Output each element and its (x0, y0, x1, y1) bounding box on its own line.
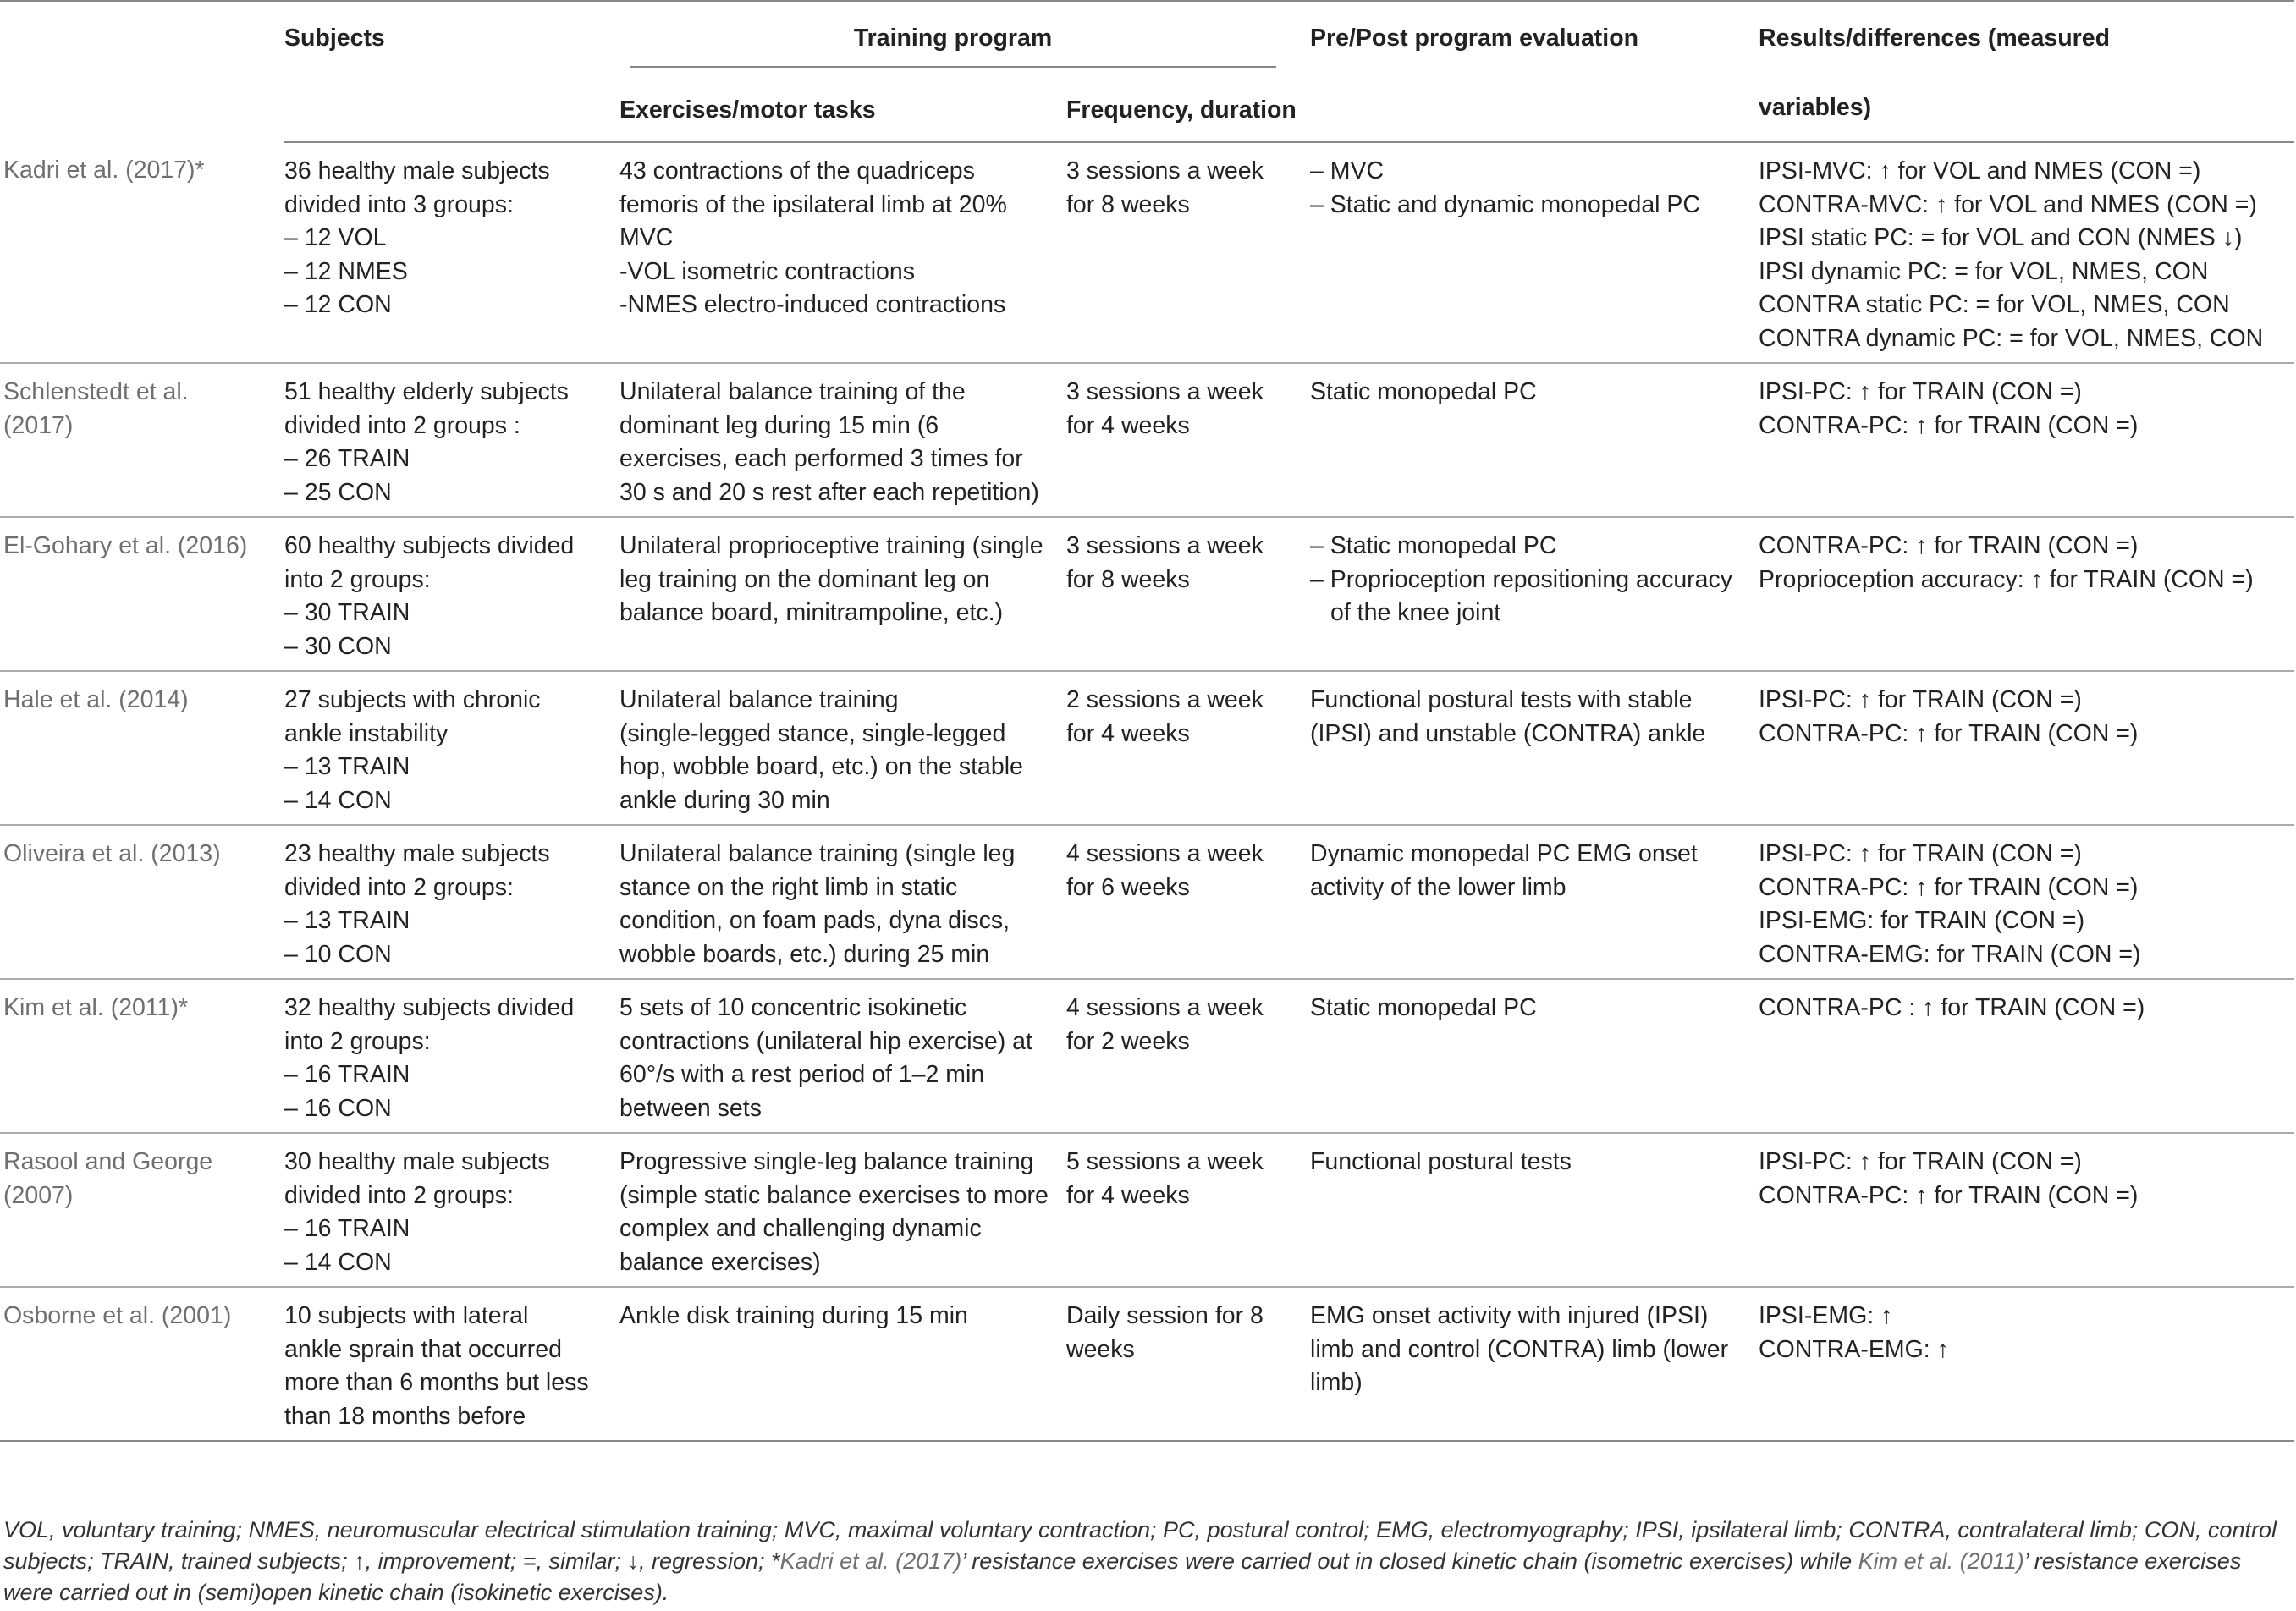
subjects-line: more than 6 months but less (284, 1369, 589, 1396)
subjects-line: divided into 2 groups: (284, 873, 514, 901)
header-results-line1: Results/differences (measured (1759, 25, 2110, 52)
evaluation-cell (1310, 979, 1759, 1133)
exercises-line: Unilateral balance training (619, 686, 899, 713)
evaluation-line: – Proprioception repositioning accuracy (1310, 565, 1733, 593)
evaluation-cell (1310, 1287, 1759, 1441)
header-results-line2: variables) (1759, 93, 1872, 121)
frequency-line: weeks (1066, 1335, 1135, 1363)
footnote-text-middle: ’ resistance exercises were carried out in closed kinetic chain (isometric exercises) while (961, 1548, 1858, 1574)
evaluation-cell (1310, 363, 1759, 517)
exercises-line: -NMES electro-induced contractions (619, 291, 1006, 318)
subjects-line: divided into 2 groups: (284, 1181, 514, 1209)
results-line: IPSI-PC: ↑ for TRAIN (CON =) (1759, 378, 2082, 405)
frequency-line: for 4 weeks (1066, 411, 1190, 439)
table-row (0, 979, 2294, 1133)
results-line: IPSI dynamic PC: = for VOL, NMES, CON (1759, 257, 2209, 285)
exercises-line: wobble boards, etc.) during 25 min (619, 940, 990, 968)
frequency-cell (1066, 142, 1310, 363)
footnote-ref-kim[interactable]: Kim et al. (2011) (1858, 1548, 2024, 1574)
subjects-line: 51 healthy elderly subjects (284, 378, 569, 405)
header-frequency: Frequency, duration (1066, 94, 1310, 142)
subjects-line: into 2 groups: (284, 565, 431, 593)
exercises-line: 30 s and 20 s rest after each repetition) (619, 478, 1039, 506)
exercises-line: (single-legged stance, single-legged (619, 719, 1006, 747)
results-line: CONTRA-PC: ↑ for TRAIN (CON =) (1759, 411, 2139, 439)
subjects-line: divided into 3 groups: (284, 190, 514, 218)
frequency-line: for 4 weeks (1066, 719, 1190, 747)
exercises-line: exercises, each performed 3 times for (619, 445, 1023, 472)
study-line: El-Gohary et al. (2016) (3, 532, 248, 559)
evaluation-line: – Static monopedal PC (1310, 532, 1557, 559)
results-cell (1759, 1287, 2294, 1441)
study-line: (2017) (3, 411, 74, 439)
frequency-line: 3 sessions a week (1066, 532, 1264, 559)
evaluation-line: Static monopedal PC (1310, 994, 1537, 1021)
results-line: CONTRA-PC: ↑ for TRAIN (CON =) (1759, 873, 2139, 901)
header-training-program (619, 1, 1310, 94)
evaluation-cell (1310, 142, 1759, 363)
subjects-line: – 12 VOL (284, 224, 387, 251)
evaluation-line: – MVC (1310, 157, 1385, 184)
subjects-line: – 12 CON (284, 291, 392, 318)
frequency-cell (1066, 825, 1310, 979)
header-subjects: Subjects (284, 1, 619, 142)
evaluation-line: limb) (1310, 1369, 1363, 1396)
header-results (1759, 1, 2294, 142)
subjects-line: divided into 2 groups : (284, 411, 520, 439)
results-line: CONTRA-PC: ↑ for TRAIN (CON =) (1759, 532, 2139, 559)
exercises-line: -VOL isometric contractions (619, 257, 915, 285)
table-row (0, 671, 2294, 825)
exercises-line: 5 sets of 10 concentric isokinetic (619, 994, 967, 1021)
study-line: Rasool and George (3, 1148, 213, 1175)
exercises-cell (619, 142, 1066, 363)
subjects-line: – 13 TRAIN (284, 753, 410, 780)
evaluation-line: activity of the lower limb (1310, 873, 1566, 901)
results-cell (1759, 142, 2294, 363)
results-line: CONTRA-EMG: for TRAIN (CON =) (1759, 940, 2141, 968)
results-cell (1759, 517, 2294, 671)
study-cell[interactable] (0, 825, 284, 979)
exercises-line: 43 contractions of the quadriceps (619, 157, 975, 184)
exercises-line: balance exercises) (619, 1248, 821, 1276)
evaluation-cell (1310, 517, 1759, 671)
exercises-cell (619, 517, 1066, 671)
subjects-cell (284, 979, 619, 1133)
subjects-line: – 13 TRAIN (284, 907, 410, 934)
exercises-line: stance on the right limb in static (619, 873, 958, 901)
frequency-cell (1066, 979, 1310, 1133)
header-training-program-label: Training program (630, 22, 1276, 68)
exercises-line: between sets (619, 1094, 762, 1122)
table-row (0, 363, 2294, 517)
subjects-line: 36 healthy male subjects (284, 157, 550, 184)
results-line: Proprioception accuracy: ↑ for TRAIN (CON =) (1759, 565, 2254, 593)
frequency-line: for 6 weeks (1066, 873, 1190, 901)
subjects-line: 27 subjects with chronic (284, 686, 541, 713)
study-cell[interactable] (0, 671, 284, 825)
subjects-line: 30 healthy male subjects (284, 1148, 550, 1175)
exercises-line: femoris of the ipsilateral limb at 20% (619, 190, 1007, 218)
exercises-line: Ankle disk training during 15 min (619, 1302, 968, 1329)
subjects-line: – 26 TRAIN (284, 445, 410, 472)
exercises-line: Progressive single-leg balance training (619, 1148, 1034, 1175)
subjects-line: – 10 CON (284, 940, 392, 968)
exercises-line: leg training on the dominant leg on (619, 565, 990, 593)
subjects-line: 60 healthy subjects divided (284, 532, 575, 559)
exercises-line: Unilateral balance training (single leg (619, 840, 1016, 867)
frequency-cell (1066, 671, 1310, 825)
study-line: Oliveira et al. (2013) (3, 840, 221, 867)
exercises-line: hop, wobble board, etc.) on the stable (619, 753, 1023, 780)
exercises-line: condition, on foam pads, dyna discs, (619, 907, 1010, 934)
results-line: CONTRA-PC: ↑ for TRAIN (CON =) (1759, 719, 2139, 747)
exercises-line: balance board, minitrampoline, etc.) (619, 599, 1004, 626)
evaluation-line: EMG onset activity with injured (IPSI) (1310, 1302, 1709, 1329)
exercises-line: complex and challenging dynamic (619, 1215, 982, 1242)
frequency-cell (1066, 517, 1310, 671)
footnote-ref-kadri[interactable]: Kadri et al. (2017) (779, 1548, 962, 1574)
subjects-line: 32 healthy subjects divided (284, 994, 575, 1021)
table-row (0, 142, 2294, 363)
frequency-line: 2 sessions a week (1066, 686, 1264, 713)
results-line: IPSI-PC: ↑ for TRAIN (CON =) (1759, 686, 2082, 713)
exercises-cell (619, 1287, 1066, 1441)
footnote-text-before: VOL, voluntary training; NMES, neuromuscular electrical stimulation training; MVC, maximal voluntary contraction; PC, postural control; EMG, electromyography; IPSI, ipsilateral limb; CONTRA, contralateral limb; CON, control subjects; TRAIN, trained subjects; ↑, improvement; =, similar; ↓, regression; * (3, 1517, 2277, 1574)
results-line: CONTRA-MVC: ↑ for VOL and NMES (CON =) (1759, 190, 2257, 218)
subjects-line: – 16 CON (284, 1094, 392, 1122)
table-row (0, 1133, 2294, 1287)
frequency-line: 3 sessions a week (1066, 157, 1264, 184)
subjects-line: ankle sprain that occurred (284, 1335, 562, 1363)
study-line: Kim et al. (2011)* (3, 994, 189, 1021)
frequency-cell (1066, 1287, 1310, 1441)
study-line: Kadri et al. (2017)* (3, 157, 205, 184)
evaluation-line: Functional postural tests with stable (1310, 686, 1693, 713)
study-line: Osborne et al. (2001) (3, 1302, 232, 1329)
subjects-line: – 14 CON (284, 786, 392, 814)
header-row-1 (0, 1, 2294, 94)
results-cell (1759, 363, 2294, 517)
table-body (0, 142, 2294, 1441)
evaluation-line: of the knee joint (1330, 599, 1501, 626)
frequency-line: 4 sessions a week (1066, 994, 1264, 1021)
subjects-line: ankle instability (284, 719, 449, 747)
subjects-cell (284, 517, 619, 671)
frequency-line: for 2 weeks (1066, 1027, 1190, 1055)
evaluation-line: (IPSI) and unstable (CONTRA) ankle (1310, 719, 1706, 747)
subjects-cell (284, 142, 619, 363)
results-line: IPSI-PC: ↑ for TRAIN (CON =) (1759, 840, 2082, 867)
evaluation-line: limb and control (CONTRA) limb (lower (1310, 1335, 1729, 1363)
results-line: IPSI-PC: ↑ for TRAIN (CON =) (1759, 1148, 2082, 1175)
exercises-line: contractions (unilateral hip exercise) at (619, 1027, 1032, 1055)
study-cell[interactable] (0, 517, 284, 671)
exercises-line: (simple static balance exercises to more (619, 1181, 1049, 1209)
evaluation-line: Static monopedal PC (1310, 378, 1537, 405)
subjects-cell (284, 1133, 619, 1287)
header-evaluation: Pre/Post program evaluation (1310, 1, 1759, 142)
study-cell[interactable] (0, 979, 284, 1133)
exercises-cell (619, 363, 1066, 517)
subjects-cell (284, 1287, 619, 1441)
subjects-line: – 16 TRAIN (284, 1215, 410, 1242)
subjects-line: – 30 CON (284, 632, 392, 660)
subjects-cell (284, 671, 619, 825)
results-cell (1759, 671, 2294, 825)
evaluation-line: Functional postural tests (1310, 1148, 1572, 1175)
study-cell[interactable] (0, 363, 284, 517)
exercises-line: 60°/s with a rest period of 1–2 min (619, 1061, 985, 1088)
evaluation-line: Dynamic monopedal PC EMG onset (1310, 840, 1698, 867)
subjects-line: – 16 TRAIN (284, 1061, 410, 1088)
results-line: IPSI static PC: = for VOL and CON (NMES ↓) (1759, 224, 2243, 251)
subjects-line: than 18 months before (284, 1402, 526, 1430)
frequency-line: 3 sessions a week (1066, 378, 1264, 405)
results-cell (1759, 979, 2294, 1133)
evaluation-line: – Static and dynamic monopedal PC (1310, 190, 1701, 218)
subjects-line: 23 healthy male subjects (284, 840, 550, 867)
subjects-cell (284, 825, 619, 979)
results-line: IPSI-MVC: ↑ for VOL and NMES (CON =) (1759, 157, 2201, 184)
exercises-line: dominant leg during 15 min (6 (619, 411, 939, 439)
evaluation-cell (1310, 825, 1759, 979)
study-cell[interactable] (0, 142, 284, 363)
table-footnote (3, 1515, 2288, 1608)
frequency-cell (1066, 1133, 1310, 1287)
results-cell (1759, 825, 2294, 979)
table-row (0, 1287, 2294, 1441)
exercises-line: Unilateral proprioceptive training (single (619, 532, 1043, 559)
exercises-line: MVC (619, 224, 674, 251)
exercises-line: Unilateral balance training of the (619, 378, 966, 405)
study-line: (2007) (3, 1181, 74, 1209)
frequency-cell (1066, 363, 1310, 517)
subjects-cell (284, 363, 619, 517)
frequency-line: Daily session for 8 (1066, 1302, 1264, 1329)
table-row (0, 517, 2294, 671)
results-line: CONTRA dynamic PC: = for VOL, NMES, CON (1759, 324, 2264, 352)
study-cell[interactable] (0, 1133, 284, 1287)
results-cell (1759, 1133, 2294, 1287)
study-line: Schlenstedt et al. (3, 378, 189, 405)
table-row (0, 825, 2294, 979)
results-line: CONTRA-PC: ↑ for TRAIN (CON =) (1759, 1181, 2139, 1209)
frequency-line: for 8 weeks (1066, 190, 1190, 218)
subjects-line: 10 subjects with lateral (284, 1302, 529, 1329)
results-line: IPSI-EMG: ↑ (1759, 1302, 1893, 1329)
subjects-line: – 12 NMES (284, 257, 408, 285)
subjects-line: – 25 CON (284, 478, 392, 506)
study-cell[interactable] (0, 1287, 284, 1441)
exercises-cell (619, 825, 1066, 979)
header-exercises: Exercises/motor tasks (619, 94, 1066, 142)
exercises-cell (619, 979, 1066, 1133)
results-line: CONTRA static PC: = for VOL, NMES, CON (1759, 291, 2230, 318)
subjects-line: into 2 groups: (284, 1027, 431, 1055)
results-line: IPSI-EMG: for TRAIN (CON =) (1759, 907, 2085, 934)
results-line: CONTRA-PC : ↑ for TRAIN (CON =) (1759, 994, 2145, 1021)
header-study-blank (0, 1, 284, 142)
exercises-cell (619, 671, 1066, 825)
subjects-line: – 14 CON (284, 1248, 392, 1276)
frequency-line: for 8 weeks (1066, 565, 1190, 593)
evaluation-cell (1310, 671, 1759, 825)
frequency-line: 5 sessions a week (1066, 1148, 1264, 1175)
exercises-line: ankle during 30 min (619, 786, 830, 814)
exercises-cell (619, 1133, 1066, 1287)
results-line: CONTRA-EMG: ↑ (1759, 1335, 1949, 1363)
subjects-line: – 30 TRAIN (284, 599, 410, 626)
frequency-line: for 4 weeks (1066, 1181, 1190, 1209)
study-line: Hale et al. (2014) (3, 686, 189, 713)
evaluation-cell (1310, 1133, 1759, 1287)
frequency-line: 4 sessions a week (1066, 840, 1264, 867)
footnote-text-after: ’ resistance exercises were carried out in (semi)open kinetic chain (isokinetic exercises). (3, 1548, 2242, 1605)
